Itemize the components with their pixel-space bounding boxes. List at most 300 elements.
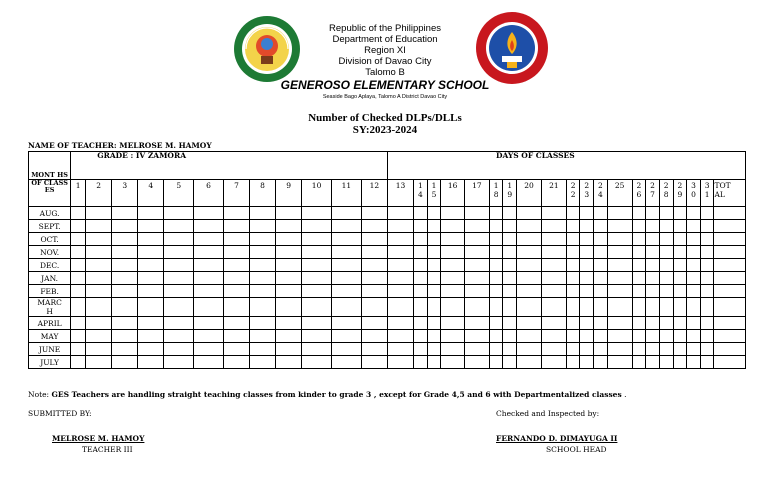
day-cell bbox=[566, 207, 580, 220]
day-cell bbox=[250, 207, 276, 220]
day-cell bbox=[659, 246, 673, 259]
day-cell bbox=[112, 272, 138, 285]
day-cell bbox=[632, 298, 646, 317]
day-cell bbox=[223, 233, 249, 246]
day-cell bbox=[659, 233, 673, 246]
day-cell bbox=[302, 233, 332, 246]
day-cell bbox=[164, 356, 194, 369]
day-cell bbox=[594, 330, 608, 343]
day-cell bbox=[86, 259, 112, 272]
day-cell bbox=[71, 298, 86, 317]
day-cell bbox=[700, 356, 714, 369]
day-cell bbox=[223, 285, 249, 298]
day-cell bbox=[687, 220, 701, 233]
day-cell bbox=[503, 285, 517, 298]
day-cell bbox=[331, 298, 361, 317]
day-cell bbox=[276, 330, 302, 343]
day-cell bbox=[361, 220, 387, 233]
day-header: 5 bbox=[164, 180, 194, 207]
day-cell bbox=[700, 259, 714, 272]
day-cell bbox=[673, 317, 687, 330]
day-cell bbox=[194, 207, 224, 220]
day-cell bbox=[687, 330, 701, 343]
day-cell bbox=[138, 272, 164, 285]
day-cell bbox=[387, 298, 413, 317]
day-cell bbox=[223, 317, 249, 330]
day-cell bbox=[414, 285, 428, 298]
day-cell bbox=[331, 356, 361, 369]
day-cell bbox=[700, 272, 714, 285]
day-cell bbox=[607, 246, 632, 259]
day-cell bbox=[138, 330, 164, 343]
day-cell bbox=[427, 298, 441, 317]
day-cell bbox=[112, 285, 138, 298]
day-cell bbox=[387, 259, 413, 272]
day-cell bbox=[223, 207, 249, 220]
day-cell bbox=[517, 233, 542, 246]
day-cell bbox=[659, 343, 673, 356]
day-cell bbox=[489, 285, 503, 298]
day-cell bbox=[276, 298, 302, 317]
day-cell bbox=[659, 356, 673, 369]
day-cell bbox=[331, 207, 361, 220]
day-cell bbox=[580, 298, 594, 317]
day-cell bbox=[700, 220, 714, 233]
day-cell bbox=[276, 246, 302, 259]
day-cell bbox=[164, 259, 194, 272]
day-cell bbox=[646, 207, 660, 220]
day-cell bbox=[700, 246, 714, 259]
day-cell bbox=[361, 356, 387, 369]
day-cell bbox=[414, 220, 428, 233]
day-cell bbox=[659, 285, 673, 298]
day-cell bbox=[687, 272, 701, 285]
day-cell bbox=[361, 330, 387, 343]
day-cell bbox=[659, 298, 673, 317]
day-cell bbox=[86, 317, 112, 330]
day-cell bbox=[387, 356, 413, 369]
day-header: 8 bbox=[250, 180, 276, 207]
day-cell bbox=[223, 220, 249, 233]
day-cell bbox=[361, 259, 387, 272]
day-cell bbox=[414, 356, 428, 369]
day-header: 1 8 bbox=[489, 180, 503, 207]
day-cell bbox=[164, 220, 194, 233]
header-line-2: Department of Education bbox=[332, 34, 438, 45]
day-cell bbox=[517, 246, 542, 259]
day-cell bbox=[594, 272, 608, 285]
day-cell bbox=[387, 207, 413, 220]
day-cell bbox=[427, 272, 441, 285]
day-cell bbox=[607, 343, 632, 356]
day-cell bbox=[566, 233, 580, 246]
day-cell bbox=[71, 259, 86, 272]
day-cell bbox=[361, 233, 387, 246]
day-cell bbox=[632, 233, 646, 246]
day-cell bbox=[71, 246, 86, 259]
day-cell bbox=[250, 330, 276, 343]
note-suffix: . bbox=[621, 390, 627, 399]
day-cell bbox=[687, 246, 701, 259]
day-cell bbox=[331, 272, 361, 285]
day-cell bbox=[700, 298, 714, 317]
day-cell bbox=[71, 356, 86, 369]
day-cell bbox=[687, 356, 701, 369]
day-cell bbox=[700, 317, 714, 330]
day-cell bbox=[250, 233, 276, 246]
day-header: 25 bbox=[607, 180, 632, 207]
day-cell bbox=[646, 343, 660, 356]
day-cell bbox=[331, 330, 361, 343]
head-signatory-title: SCHOOL HEAD bbox=[546, 445, 607, 454]
day-cell bbox=[673, 220, 687, 233]
day-cell bbox=[489, 220, 503, 233]
day-cell bbox=[441, 330, 465, 343]
day-cell bbox=[517, 220, 542, 233]
day-cell bbox=[387, 285, 413, 298]
day-cell bbox=[714, 272, 746, 285]
day-cell bbox=[632, 285, 646, 298]
day-cell bbox=[646, 272, 660, 285]
day-cell bbox=[517, 330, 542, 343]
month-label: JAN. bbox=[29, 272, 71, 285]
day-cell bbox=[503, 207, 517, 220]
day-header: 3 0 bbox=[687, 180, 701, 207]
day-cell bbox=[138, 356, 164, 369]
day-header: 17 bbox=[464, 180, 489, 207]
day-cell bbox=[86, 207, 112, 220]
day-cell bbox=[503, 298, 517, 317]
day-cell bbox=[632, 330, 646, 343]
day-cell bbox=[86, 356, 112, 369]
day-cell bbox=[250, 343, 276, 356]
day-cell bbox=[503, 233, 517, 246]
month-label: NOV. bbox=[29, 246, 71, 259]
day-cell bbox=[331, 285, 361, 298]
months-header-bottom: OF CLASS ES bbox=[29, 180, 71, 207]
day-cell bbox=[164, 285, 194, 298]
month-label: AUG. bbox=[29, 207, 71, 220]
day-cell bbox=[700, 285, 714, 298]
day-cell bbox=[517, 356, 542, 369]
day-cell bbox=[164, 298, 194, 317]
day-cell bbox=[86, 343, 112, 356]
month-label: APRIL bbox=[29, 317, 71, 330]
day-cell bbox=[250, 246, 276, 259]
day-cell bbox=[112, 330, 138, 343]
day-cell bbox=[646, 285, 660, 298]
day-cell bbox=[580, 233, 594, 246]
day-header: 7 bbox=[223, 180, 249, 207]
day-cell bbox=[464, 298, 489, 317]
day-header: 2 7 bbox=[646, 180, 660, 207]
day-cell bbox=[361, 317, 387, 330]
day-cell bbox=[646, 233, 660, 246]
day-cell bbox=[646, 330, 660, 343]
day-cell bbox=[414, 330, 428, 343]
day-cell bbox=[138, 207, 164, 220]
day-cell bbox=[541, 220, 566, 233]
day-cell bbox=[464, 285, 489, 298]
day-cell bbox=[302, 259, 332, 272]
day-cell bbox=[223, 298, 249, 317]
day-cell bbox=[276, 272, 302, 285]
day-cell bbox=[517, 207, 542, 220]
day-cell bbox=[580, 272, 594, 285]
day-cell bbox=[112, 246, 138, 259]
table-row bbox=[29, 298, 746, 317]
grade-header-cell bbox=[71, 152, 388, 180]
table-row bbox=[29, 220, 746, 233]
day-cell bbox=[276, 233, 302, 246]
day-header: 16 bbox=[441, 180, 465, 207]
day-cell bbox=[594, 285, 608, 298]
day-cell bbox=[427, 317, 441, 330]
day-cell bbox=[673, 259, 687, 272]
day-cell bbox=[302, 298, 332, 317]
day-cell bbox=[194, 356, 224, 369]
month-label: DEC. bbox=[29, 259, 71, 272]
day-header: 2 4 bbox=[594, 180, 608, 207]
note bbox=[28, 390, 626, 399]
day-cell bbox=[250, 356, 276, 369]
day-cell bbox=[714, 356, 746, 369]
day-cell bbox=[164, 343, 194, 356]
day-cell bbox=[414, 343, 428, 356]
day-cell bbox=[86, 233, 112, 246]
day-cell bbox=[594, 220, 608, 233]
day-cell bbox=[489, 233, 503, 246]
day-cell bbox=[541, 356, 566, 369]
day-cell bbox=[331, 246, 361, 259]
day-cell bbox=[361, 272, 387, 285]
day-header: 1 4 bbox=[414, 180, 428, 207]
day-header: 3 1 bbox=[700, 180, 714, 207]
day-cell bbox=[414, 259, 428, 272]
day-cell bbox=[223, 330, 249, 343]
day-cell bbox=[607, 285, 632, 298]
day-cell bbox=[112, 343, 138, 356]
month-label: SEPT. bbox=[29, 220, 71, 233]
day-cell bbox=[646, 220, 660, 233]
day-header: 12 bbox=[361, 180, 387, 207]
day-cell bbox=[541, 285, 566, 298]
day-cell bbox=[541, 317, 566, 330]
day-cell bbox=[441, 317, 465, 330]
day-header: 9 bbox=[276, 180, 302, 207]
day-cell bbox=[541, 330, 566, 343]
day-cell bbox=[632, 272, 646, 285]
day-cell bbox=[302, 220, 332, 233]
day-cell bbox=[331, 233, 361, 246]
day-cell bbox=[503, 272, 517, 285]
table-row bbox=[29, 356, 746, 369]
day-cell bbox=[687, 259, 701, 272]
day-cell bbox=[441, 356, 465, 369]
days-label: DAYS OF CLASSES bbox=[495, 151, 575, 160]
table-row bbox=[29, 259, 746, 272]
day-cell bbox=[194, 343, 224, 356]
day-cell bbox=[86, 272, 112, 285]
day-cell bbox=[632, 259, 646, 272]
day-cell bbox=[464, 259, 489, 272]
day-cell bbox=[503, 330, 517, 343]
day-cell bbox=[194, 259, 224, 272]
day-cell bbox=[86, 246, 112, 259]
month-label: JUNE bbox=[29, 343, 71, 356]
day-cell bbox=[566, 259, 580, 272]
day-cell bbox=[427, 356, 441, 369]
day-cell bbox=[427, 285, 441, 298]
day-cell bbox=[541, 259, 566, 272]
day-cell bbox=[566, 356, 580, 369]
day-cell bbox=[250, 272, 276, 285]
day-cell bbox=[659, 220, 673, 233]
day-cell bbox=[331, 259, 361, 272]
day-cell bbox=[489, 330, 503, 343]
day-cell bbox=[607, 330, 632, 343]
school-year: SY:2023-2024 bbox=[352, 124, 418, 136]
header-line-5: Talomo B bbox=[365, 67, 405, 78]
month-label: OCT. bbox=[29, 233, 71, 246]
day-header: 2 8 bbox=[659, 180, 673, 207]
day-header: 1 bbox=[71, 180, 86, 207]
day-cell bbox=[489, 246, 503, 259]
day-cell bbox=[194, 233, 224, 246]
day-cell bbox=[673, 246, 687, 259]
day-cell bbox=[194, 330, 224, 343]
day-cell bbox=[427, 330, 441, 343]
day-cell bbox=[687, 317, 701, 330]
table-row bbox=[29, 330, 746, 343]
day-cell bbox=[427, 220, 441, 233]
day-cell bbox=[659, 259, 673, 272]
day-cell bbox=[138, 246, 164, 259]
day-cell bbox=[632, 207, 646, 220]
day-cell bbox=[594, 317, 608, 330]
day-cell bbox=[489, 272, 503, 285]
document-title: Number of Checked DLPs/DLLs bbox=[308, 112, 462, 124]
day-cell bbox=[427, 233, 441, 246]
day-cell bbox=[164, 330, 194, 343]
day-cell bbox=[607, 356, 632, 369]
day-cell bbox=[632, 356, 646, 369]
day-cell bbox=[194, 298, 224, 317]
day-cell bbox=[566, 298, 580, 317]
school-seal-logo bbox=[474, 10, 550, 86]
day-cell bbox=[414, 207, 428, 220]
day-cell bbox=[427, 259, 441, 272]
day-cell bbox=[464, 207, 489, 220]
day-cell bbox=[464, 246, 489, 259]
day-cell bbox=[673, 298, 687, 317]
day-cell bbox=[138, 343, 164, 356]
day-cell bbox=[276, 285, 302, 298]
day-cell bbox=[112, 220, 138, 233]
day-cell bbox=[607, 259, 632, 272]
day-cell bbox=[580, 259, 594, 272]
day-cell bbox=[302, 285, 332, 298]
day-cell bbox=[414, 233, 428, 246]
day-cell bbox=[517, 285, 542, 298]
header-line-3: Region XI bbox=[364, 45, 406, 56]
day-cell bbox=[464, 330, 489, 343]
day-cell bbox=[489, 259, 503, 272]
day-cell bbox=[71, 330, 86, 343]
day-cell bbox=[489, 356, 503, 369]
day-cell bbox=[138, 220, 164, 233]
day-cell bbox=[441, 285, 465, 298]
day-cell bbox=[673, 233, 687, 246]
day-cell bbox=[441, 220, 465, 233]
day-cell bbox=[302, 246, 332, 259]
day-header: 1 9 bbox=[503, 180, 517, 207]
day-cell bbox=[594, 259, 608, 272]
day-cell bbox=[427, 246, 441, 259]
day-cell bbox=[566, 285, 580, 298]
day-cell bbox=[541, 207, 566, 220]
day-cell bbox=[607, 220, 632, 233]
day-cell bbox=[427, 343, 441, 356]
day-cell bbox=[250, 285, 276, 298]
day-cell bbox=[361, 343, 387, 356]
day-cell bbox=[541, 246, 566, 259]
day-cell bbox=[566, 343, 580, 356]
day-cell bbox=[580, 207, 594, 220]
day-cell bbox=[580, 220, 594, 233]
day-header: 2 3 bbox=[580, 180, 594, 207]
day-cell bbox=[387, 330, 413, 343]
day-cell bbox=[331, 317, 361, 330]
day-cell bbox=[714, 298, 746, 317]
day-cell bbox=[489, 298, 503, 317]
day-cell bbox=[194, 317, 224, 330]
day-cell bbox=[659, 317, 673, 330]
day-cell bbox=[607, 298, 632, 317]
table-row bbox=[29, 285, 746, 298]
day-cell bbox=[164, 246, 194, 259]
day-header: 21 bbox=[541, 180, 566, 207]
day-cell bbox=[112, 298, 138, 317]
day-cell bbox=[464, 233, 489, 246]
day-cell bbox=[112, 356, 138, 369]
day-cell bbox=[250, 220, 276, 233]
day-cell bbox=[687, 343, 701, 356]
header-line-4: Division of Davao City bbox=[338, 56, 432, 67]
day-cell bbox=[714, 246, 746, 259]
day-cell bbox=[302, 317, 332, 330]
day-cell bbox=[714, 343, 746, 356]
day-cell bbox=[441, 233, 465, 246]
day-cell bbox=[464, 317, 489, 330]
month-label: JULY bbox=[29, 356, 71, 369]
day-cell bbox=[138, 233, 164, 246]
day-cell bbox=[223, 259, 249, 272]
day-cell bbox=[302, 356, 332, 369]
day-cell bbox=[700, 330, 714, 343]
day-cell bbox=[594, 356, 608, 369]
day-cell bbox=[276, 356, 302, 369]
grade-label: GRADE : IV ZAMORA bbox=[97, 151, 187, 160]
day-cell bbox=[441, 207, 465, 220]
day-cell bbox=[71, 317, 86, 330]
day-cell bbox=[86, 298, 112, 317]
day-cell bbox=[659, 330, 673, 343]
month-label: MARC H bbox=[29, 298, 71, 317]
day-cell bbox=[517, 343, 542, 356]
day-cell bbox=[566, 246, 580, 259]
day-cell bbox=[276, 207, 302, 220]
